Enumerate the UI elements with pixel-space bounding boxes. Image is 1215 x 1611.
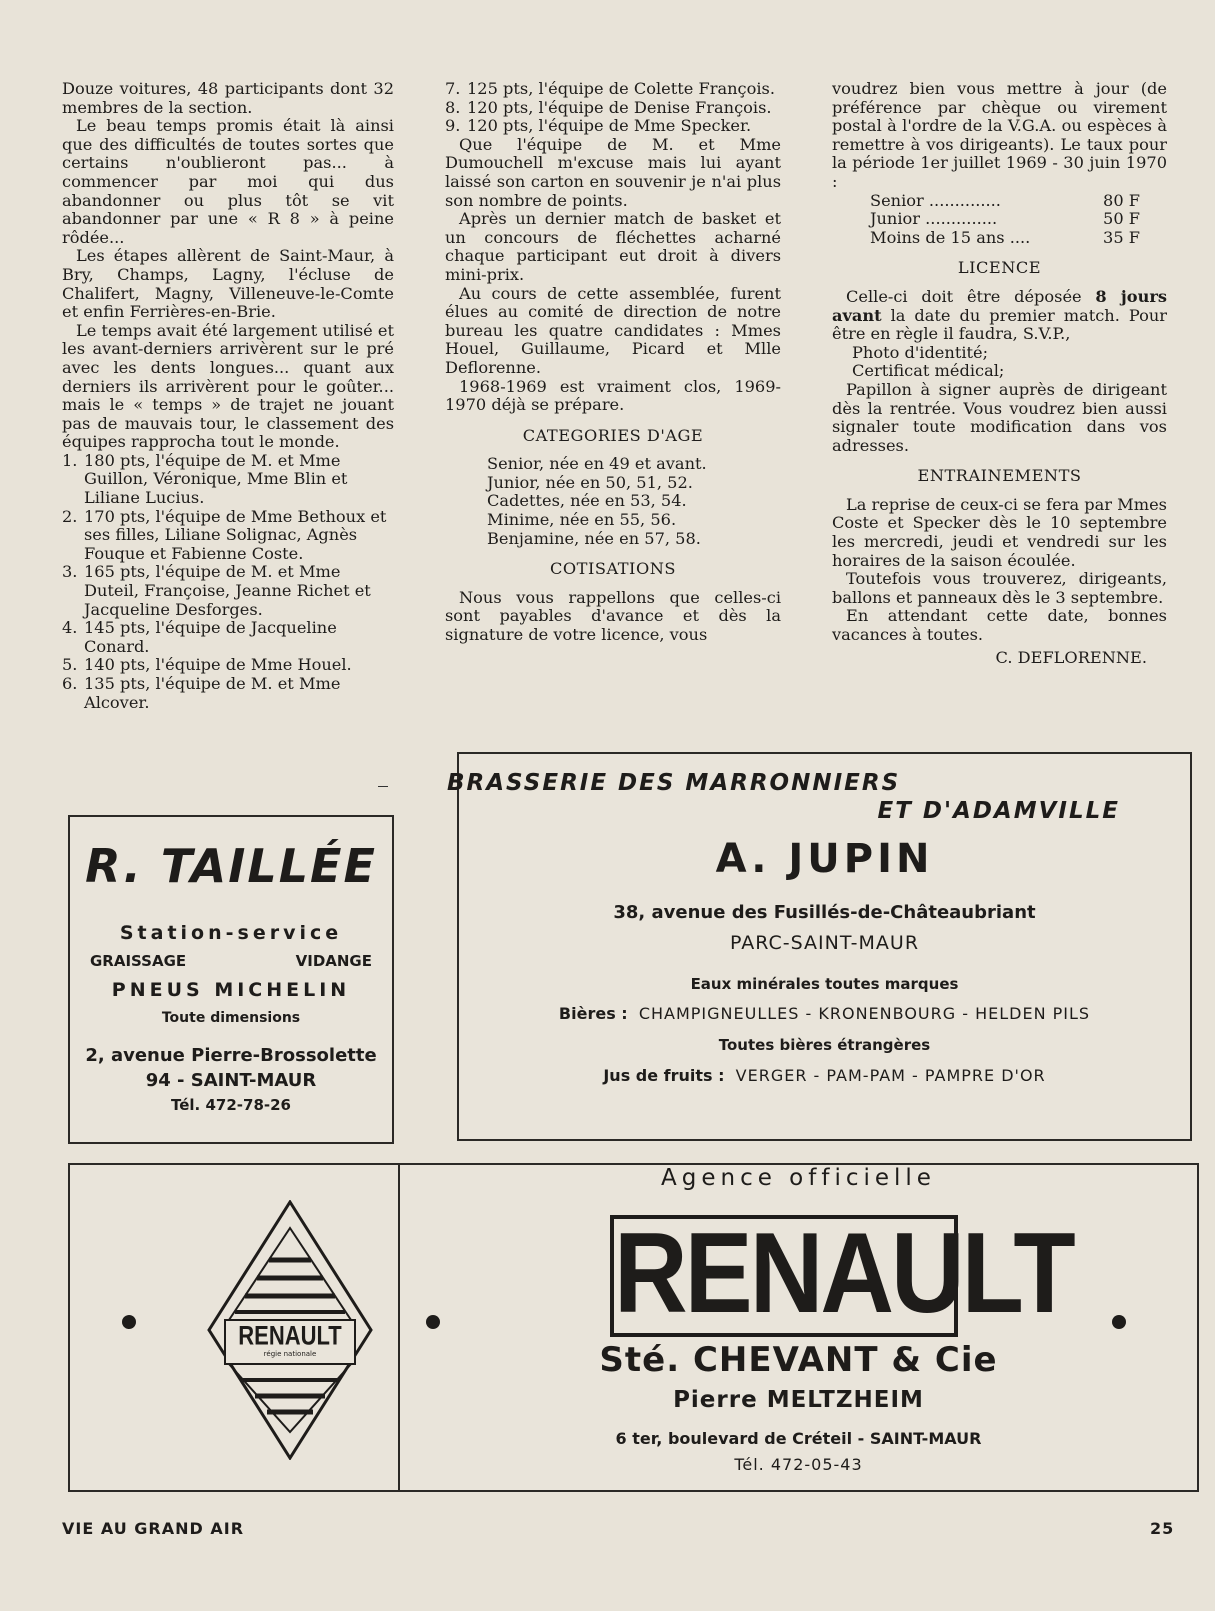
ad-jupin-waters: Eaux minérales toutes marques: [690, 975, 959, 993]
ad-jupin-name: A. JUPIN: [715, 836, 934, 882]
paragraph: Toutefois vous trouverez, dirigeants, ballons et panneaux dès le 3 septembre.: [832, 569, 1167, 607]
ad-jupin-beers: Bières : CHAMPIGNEULLES - KRONENBOURG - HELDEN PILS: [558, 1004, 1091, 1023]
renault-phone: Tél. 472-05-43: [734, 1455, 863, 1474]
section-heading-entrainements: ENTRAINEMENTS: [917, 466, 1082, 486]
paragraph: Nous vous rappellons que celles-ci sont payables d'avance et dès la signature de votre licence, vous: [445, 587, 781, 645]
paragraph: Que l'équipe de M. et Mme Dumouchell m'excuse mais lui ayant laissé son carton en souvenir je n'ai plus son nombre de points.: [445, 134, 781, 210]
paragraph: voudrez bien vous mettre à jour (de préférence par chèque ou virement postal à l'ordre de la V.G.A. ou espèces à remettre à vos dirigeants). Le taux pour la période 1er juillet 1969 - 30 juin 1970 :: [832, 79, 1167, 191]
bullet-dot: [426, 1315, 440, 1329]
ad-taillee-city: 94 - SAINT-MAUR: [145, 1070, 317, 1091]
paragraph: En attendant cette date, bonnes vacances à toutes.: [832, 606, 1167, 645]
ranking-item: 9. 120 pts, l'équipe de Mme Specker.: [445, 116, 752, 136]
bullet-dot: [1112, 1315, 1126, 1329]
renault-logo: [205, 1200, 375, 1460]
signature: C. DEFLORENNE.: [995, 647, 1147, 667]
renault-logo-sub: régie nationale: [263, 1350, 317, 1358]
ad-taillee-vidange: VIDANGE: [295, 952, 372, 970]
renault-person: Pierre MELTZHEIM: [673, 1387, 924, 1413]
ad-jupin-adamville: ET D'ADAMVILLE: [877, 798, 1120, 824]
ad-taillee-dimensions: Toute dimensions: [161, 1010, 301, 1026]
rate-row: Junior .............. 50 F: [870, 209, 1140, 229]
paragraph: Les étapes allèrent de Saint-Maur, à Bry, Champs, Lagny, l'écluse de Chalifert, Magny, Villeneuve-le-Comte et enfin Ferrières-en-Brie.: [62, 246, 394, 322]
ad-taillee-address: 2, avenue Pierre-Brossolette: [85, 1045, 377, 1066]
ad-taillee-phone: Tél. 472-78-26: [171, 1096, 291, 1114]
paragraph: Au cours de cette assemblée, furent élues au comité de direction de notre bureau les quatre candidates : Mmes Houel, Guillaume, Picard et Mlle Deflorenne.: [445, 283, 781, 377]
ranking-item: 6. 135 pts, l'équipe de M. et Mme Alcover.: [62, 674, 341, 712]
renault-company: Sté. CHEVANT & Cie: [599, 1340, 998, 1380]
licence-item: Photo d'identité;: [852, 342, 989, 362]
section-heading-cotisations: COTISATIONS: [550, 559, 676, 579]
ad-jupin-juices: Jus de fruits : VERGER - PAM-PAM - PAMPRE D'OR: [603, 1066, 1046, 1085]
ad-jupin-foreign: Toutes bières étrangères: [718, 1036, 931, 1054]
ad-jupin: [447, 752, 1192, 1141]
text-column-1: [62, 80, 394, 712]
ad-jupin-city: PARC-SAINT-MAUR: [729, 932, 920, 954]
licence-item: Certificat médical;: [852, 361, 1005, 381]
paragraph: Celle-ci doit être déposée 8 jours avant la date du premier match. Pour être en règle il faudra, S.V.P.,: [832, 286, 1167, 344]
paragraph: Le temps avait été largement utilisé et les avant-derniers arrivèrent sur le pré avec les dents longues... quant aux derniers ils arrivèrent pour le goûter... mais le « temps » de trajet ne jouant pas de mauvais tour, le classement des équipes rapprocha tout le monde.: [62, 320, 394, 452]
renault-brand: RENAULT: [614, 1209, 1073, 1337]
ranking-item: 5. 140 pts, l'équipe de Mme Houel.: [62, 655, 352, 675]
category-item: Junior, née en 50, 51, 52.: [487, 472, 693, 492]
paragraph: Le beau temps promis était là ainsi que des difficultés de toutes sortes que certains n'oublieront pas... à commencer par moi qui dus abandonner ou plus tôt se vit abandonner par une « R 8 » à peine rôdée...: [62, 116, 394, 247]
category-item: Minime, née en 55, 56.: [487, 510, 677, 530]
page-number: 25: [1150, 1519, 1175, 1538]
ad-taillee-tyres: PNEUS MICHELIN: [111, 979, 351, 1001]
renault-address: 6 ter, boulevard de Créteil - SAINT-MAUR: [615, 1429, 982, 1448]
rate-row: Moins de 15 ans .... 35 F: [870, 227, 1140, 247]
ad-taillee-service: Station-service: [119, 922, 343, 944]
divider: [378, 786, 388, 787]
rate-row: Senior .............. 80 F: [870, 190, 1140, 210]
ad-taillee-name: R. TAILLÉE: [85, 839, 377, 893]
paragraph: Après un dernier match de basket et un concours de fléchettes acharné chaque participant eut droit à divers mini-prix.: [445, 209, 781, 284]
paragraph: 1968-1969 est vraiment clos, 1969-1970 déjà se prépare.: [445, 376, 781, 415]
ranking-item: 1. 180 pts, l'équipe de M. et Mme Guillon, Véronique, Mme Blin et Liliane Lucius.: [62, 450, 348, 508]
paragraph: Papillon à signer auprès de dirigeant dès la rentrée. Vous voudrez bien aussi signaler toute modification dans vos adresses.: [832, 379, 1167, 455]
ad-jupin-address: 38, avenue des Fusillés-de-Châteaubriant: [613, 902, 1036, 923]
paragraph: Douze voitures, 48 participants dont 32 membres de la section.: [62, 79, 394, 117]
ranking-item: 2. 170 pts, l'équipe de Mme Bethoux et ses filles, Liliane Solignac, Agnès Fouque et Fabienne Coste.: [62, 506, 387, 563]
text-column-3: [832, 80, 1167, 667]
magazine-title: VIE AU GRAND AIR: [62, 1519, 245, 1538]
renault-logo-word: RENAULT: [238, 1320, 342, 1351]
category-item: Benjamine, née en 57, 58.: [487, 528, 701, 548]
ad-renault: [68, 1163, 1199, 1492]
category-item: Cadettes, née en 53, 54.: [487, 491, 687, 511]
ranking-item: 8. 120 pts, l'équipe de Denise François.: [445, 97, 772, 117]
ranking-item: 4. 145 pts, l'équipe de Jacqueline Conard.: [62, 618, 337, 656]
category-item: Senior, née en 49 et avant.: [487, 454, 707, 474]
ranking-item: 7. 125 pts, l'équipe de Colette François.: [445, 79, 775, 98]
bullet-dot: [122, 1315, 136, 1329]
ad-jupin-brasserie: BRASSERIE DES MARRONNIERS: [447, 770, 901, 796]
paragraph: La reprise de ceux-ci se fera par Mmes Coste et Specker dès le 10 septembre les mercredi, jeudi et vendredi sur les horaires de la saison écoulée.: [832, 494, 1167, 570]
section-heading-licence: LICENCE: [957, 258, 1042, 278]
section-heading-categories: CATEGORIES D'AGE: [522, 425, 704, 445]
ad-taillee-graissage: GRAISSAGE: [90, 952, 187, 970]
text-column-2: [445, 80, 781, 645]
ranking-item: 3. 165 pts, l'équipe de M. et Mme Duteil, Françoise, Jeanne Richet et Jacqueline Desforges.: [62, 562, 371, 619]
renault-agency: Agence officielle: [661, 1165, 936, 1191]
ad-taillee-services: [90, 952, 372, 970]
ad-taillee: [68, 815, 394, 1144]
renault-brand-box: [610, 1209, 1073, 1337]
